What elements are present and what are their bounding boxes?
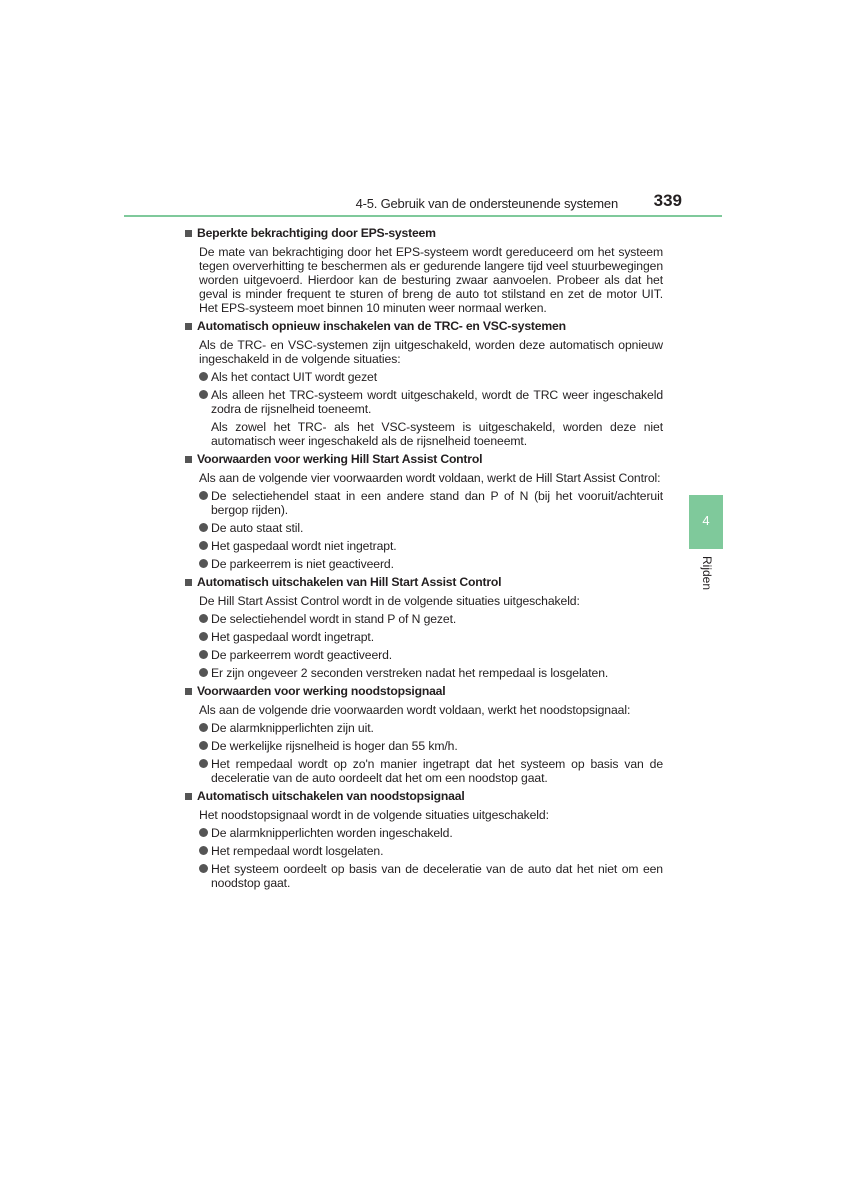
circle-bullet-icon xyxy=(199,828,208,837)
circle-bullet-icon xyxy=(199,846,208,855)
list-item-text: Als alleen het TRC-systeem wordt uitgeschakeld, wordt de TRC weer ingeschakeld zodra de rijsnelheid toeneemt. xyxy=(211,388,663,416)
section-hill-start-cancel xyxy=(185,575,663,680)
section-eps xyxy=(185,226,663,315)
section-hill-start-conditions xyxy=(185,452,663,571)
section-trc-vsc xyxy=(185,319,663,448)
list-item-text: De alarmknipperlichten zijn uit. xyxy=(211,721,374,735)
list-item-text: De selectiehendel wordt in stand P of N gezet. xyxy=(211,612,457,626)
chapter-tab xyxy=(689,495,723,549)
section-emergency-stop-conditions xyxy=(185,684,663,785)
heading-text: Voorwaarden voor werking Hill Start Assist Control xyxy=(197,452,483,466)
list-item xyxy=(199,739,663,753)
square-bullet-icon xyxy=(185,323,192,330)
list-item-text: Het gaspedaal wordt ingetrapt. xyxy=(211,630,374,644)
chapter-number: 4 xyxy=(702,513,710,528)
list-item xyxy=(199,370,663,384)
list-item xyxy=(199,862,663,890)
section-heading xyxy=(185,684,663,698)
circle-bullet-icon xyxy=(199,541,208,550)
square-bullet-icon xyxy=(185,688,192,695)
list-note: Als zowel het TRC- als het VSC-systeem is uitgeschakeld, worden deze niet automatisch weer ingeschakeld als de rijsnelheid toeneemt. xyxy=(211,420,663,448)
page-header xyxy=(124,190,722,216)
list-item-text: Het rempedaal wordt losgelaten. xyxy=(211,844,384,858)
heading-text: Automatisch uitschakelen van noodstopsignaal xyxy=(197,789,465,803)
section-heading xyxy=(185,452,663,466)
list-item xyxy=(199,630,663,644)
list-item xyxy=(199,648,663,662)
list-item xyxy=(199,612,663,626)
heading-text: Automatisch uitschakelen van Hill Start Assist Control xyxy=(197,575,502,589)
circle-bullet-icon xyxy=(199,864,208,873)
list-item xyxy=(199,721,663,735)
page-number: 339 xyxy=(653,191,682,210)
section-paragraph: De Hill Start Assist Control wordt in de volgende situaties uitgeschakeld: xyxy=(199,594,580,608)
circle-bullet-icon xyxy=(199,723,208,732)
circle-bullet-icon xyxy=(199,390,208,399)
circle-bullet-icon xyxy=(199,614,208,623)
section-paragraph: Als aan de volgende vier voorwaarden wordt voldaan, werkt de Hill Start Assist Control: xyxy=(199,471,661,485)
circle-bullet-icon xyxy=(199,759,208,768)
circle-bullet-icon xyxy=(199,491,208,500)
list-item-text: Het systeem oordeelt op basis van de deceleratie van de auto dat het niet om een noodstop gaat. xyxy=(211,862,663,890)
list-item xyxy=(199,557,663,571)
circle-bullet-icon xyxy=(199,650,208,659)
square-bullet-icon xyxy=(185,793,192,800)
section-paragraph: Het noodstopsignaal wordt in de volgende situaties uitgeschakeld: xyxy=(199,808,549,822)
list-item-text: De selectiehendel staat in een andere stand dan P of N (bij het vooruit/achteruit bergop rijden). xyxy=(211,489,663,517)
list-item xyxy=(199,844,663,858)
circle-bullet-icon xyxy=(199,741,208,750)
list-item xyxy=(199,521,663,535)
list-item-text: De parkeerrem wordt geactiveerd. xyxy=(211,648,393,662)
list-item xyxy=(199,539,663,553)
list-item-text: Het gaspedaal wordt niet ingetrapt. xyxy=(211,539,397,553)
list-item-text: De auto staat stil. xyxy=(211,521,304,535)
circle-bullet-icon xyxy=(199,632,208,641)
list-item xyxy=(199,757,663,785)
section-heading xyxy=(185,789,663,803)
list-item-text: Het rempedaal wordt op zo'n manier ingetrapt dat het systeem op basis van de deceleratie van de auto oordeelt dat het om een noodstop gaat. xyxy=(211,757,663,785)
section-paragraph: Als aan de volgende drie voorwaarden wordt voldaan, werkt het noodstopsignaal: xyxy=(199,703,631,717)
square-bullet-icon xyxy=(185,230,192,237)
section-paragraph: De mate van bekrachtiging door het EPS-systeem wordt gereduceerd om het systeem tegen oververhitting te beschermen als er gedurende langere tijd veel stuurbewegingen worden uitgevoerd. Hierdoor kan de besturing zwaar aanvoelen. Probeer als dat het geval is minder frequent te sturen of breng de auto tot stilstand en zet de motor UIT. Het EPS-systeem moet binnen 10 minuten weer normaal werken. xyxy=(199,245,663,315)
chapter-label: Rijden xyxy=(700,556,714,591)
circle-bullet-icon xyxy=(199,372,208,381)
circle-bullet-icon xyxy=(199,668,208,677)
square-bullet-icon xyxy=(185,456,192,463)
circle-bullet-icon xyxy=(199,523,208,532)
section-heading xyxy=(185,575,663,589)
list-item xyxy=(199,489,663,517)
section-heading xyxy=(185,319,663,333)
circle-bullet-icon xyxy=(199,559,208,568)
list-item-text: Als het contact UIT wordt gezet xyxy=(211,370,378,384)
heading-text: Beperkte bekrachtiging door EPS-systeem xyxy=(197,226,436,240)
list-item xyxy=(199,388,663,416)
list-item-text: Er zijn ongeveer 2 seconden verstreken nadat het rempedaal is losgelaten. xyxy=(211,666,609,680)
list-item-text: De parkeerrem is niet geactiveerd. xyxy=(211,557,394,571)
list-item-text: De alarmknipperlichten worden ingeschakeld. xyxy=(211,826,453,840)
page-content xyxy=(185,226,663,894)
header-divider xyxy=(124,215,722,217)
list-item xyxy=(199,666,663,680)
square-bullet-icon xyxy=(185,579,192,586)
list-item xyxy=(199,826,663,840)
section-emergency-stop-cancel xyxy=(185,789,663,890)
section-paragraph: Als de TRC- en VSC-systemen zijn uitgeschakeld, worden deze automatisch opnieuw ingeschakeld in de volgende situaties: xyxy=(199,338,663,366)
section-title: 4-5. Gebruik van de ondersteunende systemen xyxy=(355,196,618,211)
list-item-text: De werkelijke rijsnelheid is hoger dan 55 km/h. xyxy=(211,739,458,753)
heading-text: Voorwaarden voor werking noodstopsignaal xyxy=(197,684,446,698)
heading-text: Automatisch opnieuw inschakelen van de TRC- en VSC-systemen xyxy=(197,319,566,333)
section-heading xyxy=(185,226,663,240)
